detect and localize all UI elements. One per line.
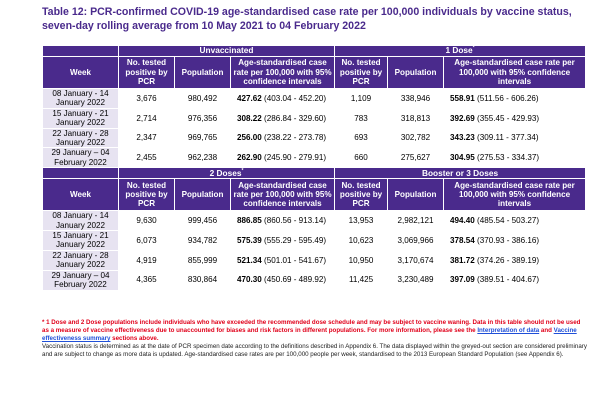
case-rate-cell [231,211,335,231]
case-rate-cell [231,108,335,128]
confidence-interval: (860.56 - 913.14) [264,215,327,225]
case-rate-value: 558.91 [450,93,475,103]
week-cell: 08 January - 14 January 2022 [43,89,119,109]
case-rate-value: 378.54 [450,235,475,245]
case-rate-cell [231,148,335,168]
vaccine-effectiveness-summary-link[interactable]: Vaccine effectiveness summary [42,327,577,343]
case-rate-value: 256.00 [237,133,262,143]
case-rate-value: 392.69 [450,113,475,123]
case-rate-value: 494.40 [450,215,475,225]
confidence-interval: (309.11 - 377.34) [477,133,539,143]
population-cell: 3,069,966 [388,231,444,251]
top-header-population-b: Population [388,57,444,89]
confidence-interval: (403.04 - 452.20) [264,93,327,103]
bottom-group-0 [119,168,335,179]
bottom-group-blank [43,168,119,179]
confidence-interval: (555.29 - 595.49) [264,235,327,245]
top-header-rate-b: Age-standardised case rate per 100,000 with 95% confidence intervals [444,57,586,89]
tested-positive-cell: 3,676 [119,89,175,109]
tested-positive-cell: 1,109 [335,89,388,109]
confidence-interval: (450.69 - 489.92) [264,275,327,285]
case-rate-value: 397.09 [450,275,475,285]
tested-positive-cell: 10,950 [335,250,388,270]
top-header-week: Week [43,57,119,89]
footnote-vaccination-status: Vaccination status is determined as at the date of PCR specimen date according to the definitions described in Appendix 6. The data displayed within the greyed-out section are considered preliminary and are subject to change as more data is updated. Age-standardised case rates are per 100,000 people per week, standardised to the 2013 European Standard Population (see Appendix 6). [42,343,587,359]
table-row [43,108,586,128]
tested-positive-cell: 693 [335,128,388,148]
case-rate-cell [231,270,335,290]
top-group-0 [119,46,335,57]
top-group-sup-1: * [472,45,475,52]
case-rate-cell [444,231,586,251]
case-rate-value: 343.23 [450,133,475,143]
table-row [43,148,586,168]
confidence-interval: (501.01 - 541.67) [264,255,327,265]
bottom-group-1 [335,168,586,179]
table-row [43,231,586,251]
footnote-text-b: and [539,327,554,335]
confidence-interval: (370.93 - 386.16) [477,235,540,245]
tested-positive-cell: 2,347 [119,128,175,148]
tested-positive-cell: 11,425 [335,270,388,290]
tested-positive-cell: 660 [335,148,388,168]
population-cell: 318,813 [388,108,444,128]
population-cell: 830,864 [175,270,231,290]
bottom-header-tested-b: No. tested positive by PCR [335,179,388,211]
bottom-header-rate-a: Age-standardised case rate per 100,000 with 95% confidence intervals [231,179,335,211]
top-header-rate-a: Age-standardised case rate per 100,000 with 95% confidence intervals [231,57,335,89]
table-row [43,211,586,231]
bottom-group-label-0: 2 Doses [209,167,242,178]
footnote-text-a: * 1 Dose and 2 Dose populations include individuals who have exceeded the recommended dose schedule and may be subject to vaccine waning. Data in this table should not be used as a measure of vaccine effectiveness due to unaccounted for biases and risk factors in different populations. For more information, please see the [42,319,581,335]
week-cell: 29 January – 04 February 2022 [43,270,119,290]
bottom-group-label-1: Booster or 3 Doses [421,167,499,178]
case-rate-value: 304.95 [450,153,475,163]
tested-positive-cell: 783 [335,108,388,128]
tested-positive-cell: 4,919 [119,250,175,270]
tested-positive-cell: 9,630 [119,211,175,231]
bottom-header-population-b: Population [388,179,444,211]
population-cell: 934,782 [175,231,231,251]
case-rate-cell [231,128,335,148]
top-group-1 [335,46,586,57]
table-row [43,250,586,270]
confidence-interval: (245.90 - 279.91) [264,153,327,163]
population-cell: 2,982,121 [388,211,444,231]
case-rate-cell [231,89,335,109]
table-row [43,128,586,148]
case-rate-cell [444,148,586,168]
top-header-tested-a: No. tested positive by PCR [119,57,175,89]
confidence-interval: (485.54 - 503.27) [477,215,540,225]
top-group-label-1: 1 Dose [445,45,473,56]
tested-positive-cell: 10,623 [335,231,388,251]
confidence-interval: (238.22 - 273.78) [264,133,327,143]
case-rate-value: 886.85 [237,215,262,225]
top-group-label-0: Unvaccinated [199,45,254,56]
case-rate-cell [231,250,335,270]
bottom-header-week: Week [43,179,119,211]
confidence-interval: (511.56 - 606.26) [477,93,539,103]
case-rate-cell [444,128,586,148]
case-rate-value: 381.72 [450,255,475,265]
interpretation-of-data-link[interactable]: Interpretation of data [477,327,540,335]
week-cell: 15 January - 21 January 2022 [43,231,119,251]
confidence-interval: (355.45 - 429.93) [477,113,540,123]
case-rate-cell [444,250,586,270]
case-rate-value: 262.90 [237,153,262,163]
footnote-text-c: sections above. [110,335,159,343]
week-cell: 29 January – 04 February 2022 [43,148,119,168]
bottom-header-tested-a: No. tested positive by PCR [119,179,175,211]
population-cell: 962,238 [175,148,231,168]
top-header-population-a: Population [175,57,231,89]
top-header-tested-b: No. tested positive by PCR [335,57,388,89]
tested-positive-cell: 2,714 [119,108,175,128]
population-cell: 855,999 [175,250,231,270]
case-rate-value: 470.30 [237,275,262,285]
population-cell: 976,356 [175,108,231,128]
bottom-group-header-row [43,168,586,179]
case-rate-cell [444,89,586,109]
population-cell: 969,765 [175,128,231,148]
bottom-column-header-row [43,179,586,211]
table-title: Table 12: PCR-confirmed COVID-19 age-standardised case rate per 100,000 individuals by vaccine status, seven-day rolling average from 10 May 2021 to 04 February 2022 [42,6,572,32]
confidence-interval: (374.26 - 389.19) [477,255,540,265]
confidence-interval: (275.53 - 334.37) [477,153,540,163]
case-rate-cell [444,108,586,128]
week-cell: 15 January - 21 January 2022 [43,108,119,128]
tested-positive-cell: 4,365 [119,270,175,290]
population-cell: 3,230,489 [388,270,444,290]
confidence-interval: (389.51 - 404.67) [477,275,540,285]
table-row [43,270,586,290]
tested-positive-cell: 6,073 [119,231,175,251]
case-rate-cell [444,211,586,231]
week-cell: 22 January - 28 January 2022 [43,250,119,270]
top-column-header-row [43,57,586,89]
confidence-interval: (286.84 - 329.60) [264,113,327,123]
table-row [43,89,586,109]
week-cell: 22 January - 28 January 2022 [43,128,119,148]
population-cell: 980,492 [175,89,231,109]
case-rate-value: 308.22 [237,113,262,123]
bottom-header-rate-b: Age-standardised case rate per 100,000 with 95% confidence intervals [444,179,586,211]
week-cell: 08 January - 14 January 2022 [43,211,119,231]
footnote-vaccine-waning [42,319,587,344]
tested-positive-cell: 2,455 [119,148,175,168]
population-cell: 302,782 [388,128,444,148]
top-group-header-row [43,46,586,57]
top-group-blank [43,46,119,57]
bottom-group-sup-0: * [241,167,244,174]
bottom-header-population-a: Population [175,179,231,211]
population-cell: 999,456 [175,211,231,231]
tested-positive-cell: 13,953 [335,211,388,231]
case-rate-table [42,45,586,291]
case-rate-cell [231,231,335,251]
case-rate-value: 427.62 [237,93,262,103]
population-cell: 338,946 [388,89,444,109]
case-rate-value: 521.34 [237,255,262,265]
population-cell: 3,170,674 [388,250,444,270]
case-rate-value: 575.39 [237,235,262,245]
population-cell: 275,627 [388,148,444,168]
case-rate-cell [444,270,586,290]
